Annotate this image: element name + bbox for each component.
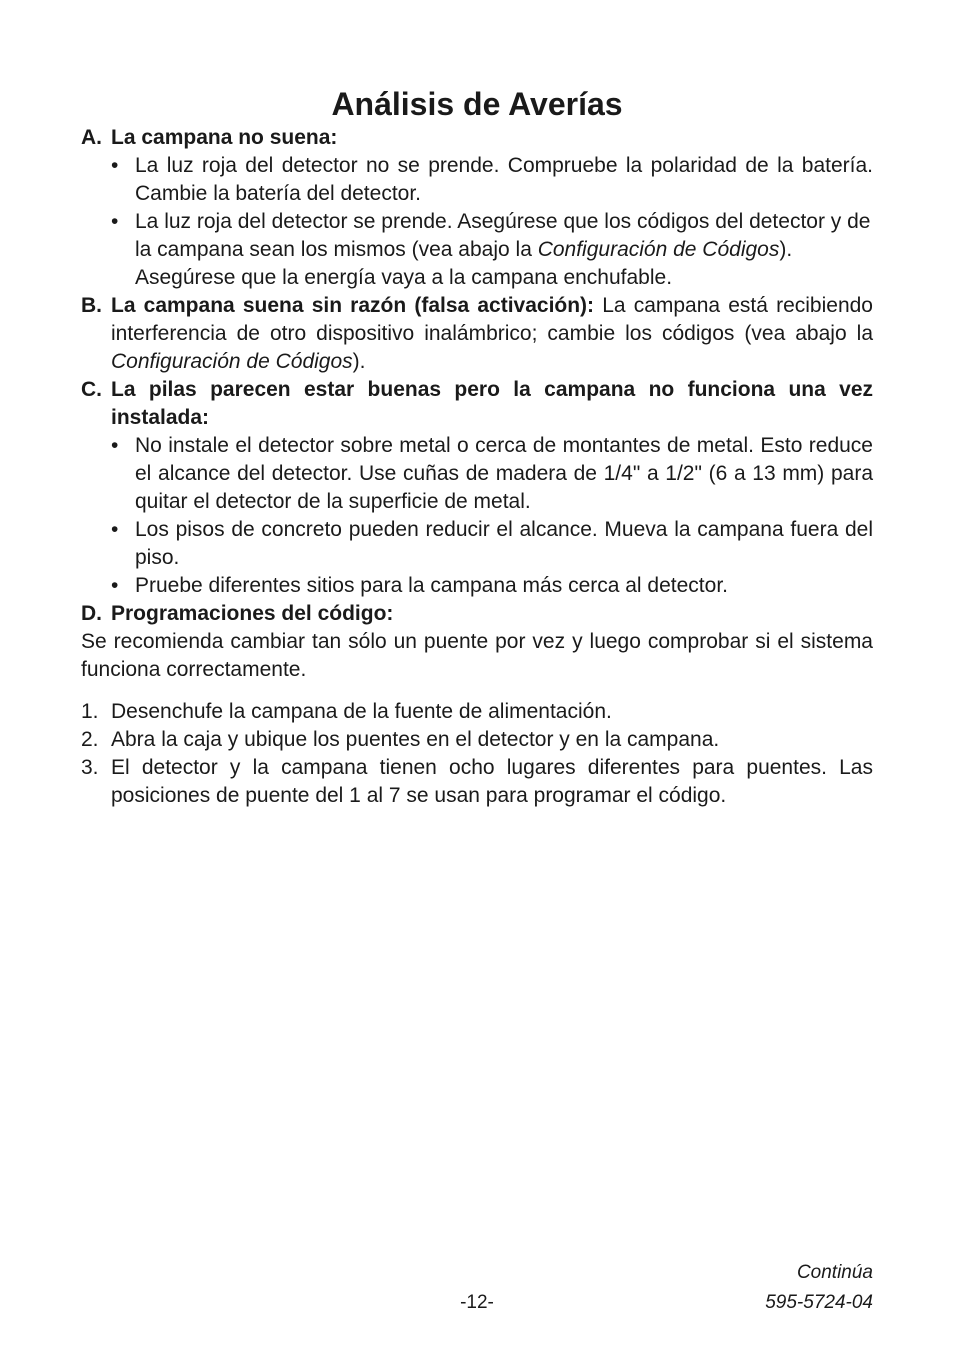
section-b (81, 292, 873, 376)
section-c-heading: La pilas parecen estar buenas pero la campana no funciona una vez instalada: (111, 378, 873, 429)
section-b-italic-ref: Configuración de Códigos (111, 350, 353, 373)
section-a-bullet-2 (111, 208, 873, 292)
step-number: 2. (81, 728, 99, 751)
bullet-icon: • (111, 574, 119, 597)
bullet-text: Los pisos de concreto pueden reducir el alcance. Mueva la campana fuera del piso. (135, 518, 873, 569)
section-a-bullet-1 (111, 152, 873, 208)
section-d (81, 600, 873, 628)
section-b-letter: B. (81, 294, 102, 317)
section-c-letter: C. (81, 378, 102, 401)
section-d-heading: Programaciones del código: (111, 602, 394, 625)
continues-label: Continúa (796, 1262, 873, 1283)
page-number: -12- (460, 1292, 494, 1313)
section-a (81, 124, 873, 292)
page-content (81, 84, 873, 810)
steps-list (81, 698, 873, 810)
page-title: Análisis de Averías (331, 86, 623, 122)
step-text: El detector y la campana tienen ocho lugares diferentes para puentes. Las posiciones de puente del 1 al 7 se usan para programar el código. (111, 756, 873, 807)
section-a-heading: La campana no suena: (111, 126, 338, 149)
step-item (81, 726, 873, 754)
bullet-text: La luz roja del detector no se prende. Compruebe la polaridad de la batería. Cambie la batería del detector. (135, 154, 873, 205)
section-c-bullet-3 (111, 572, 873, 600)
bullet-text: Pruebe diferentes sitios para la campana más cerca al detector. (135, 574, 728, 597)
section-b-text-tail: ). (352, 350, 366, 373)
bullet-icon: • (111, 154, 119, 177)
section-c-bullet-2 (111, 516, 873, 572)
bullet-text: No instale el detector sobre metal o cerca de montantes de metal. Esto reduce el alcance del detector. Use cuñas de madera de 1/4" a 1/2" (6 a 13 mm) para quitar el detector de la superficie de metal. (135, 434, 873, 513)
section-a-bullets (111, 152, 873, 292)
step-number: 1. (81, 700, 99, 723)
section-b-text: La campana está recibiendo interferencia de otro dispositivo inalámbrico; cambie los códigos (vea abajo la (111, 294, 873, 345)
section-c (81, 376, 873, 600)
step-number: 3. (81, 756, 99, 779)
section-d-letter: D. (81, 602, 102, 625)
bullet-icon: • (111, 210, 119, 233)
section-d-paragraph: Se recomienda cambiar tan sólo un puente por vez y luego comprobar si el sistema funciona correctamente. (81, 630, 873, 681)
bullet-text-tail: ). Asegúrese que la energía vaya a la campana enchufable. (135, 238, 793, 289)
bullet-icon: • (111, 518, 119, 541)
step-text: Desenchufe la campana de la fuente de alimentación. (111, 700, 612, 723)
bullet-italic-ref: Configuración de Códigos (537, 238, 780, 261)
bullet-icon: • (111, 434, 119, 457)
document-code: 595-5724-04 (765, 1292, 873, 1313)
step-item (81, 698, 873, 726)
step-text: Abra la caja y ubique los puentes en el detector y en la campana. (111, 728, 720, 751)
step-item (81, 754, 873, 810)
section-c-bullets (111, 432, 873, 600)
bullet-text: La luz roja del detector se prende. Asegúrese que los códigos del detector y de la campana sean los mismos (vea abajo la (135, 210, 871, 261)
section-c-bullet-1 (111, 432, 873, 516)
section-a-letter: A. (81, 126, 102, 149)
section-b-heading: La campana suena sin razón (falsa activación): (111, 294, 595, 317)
